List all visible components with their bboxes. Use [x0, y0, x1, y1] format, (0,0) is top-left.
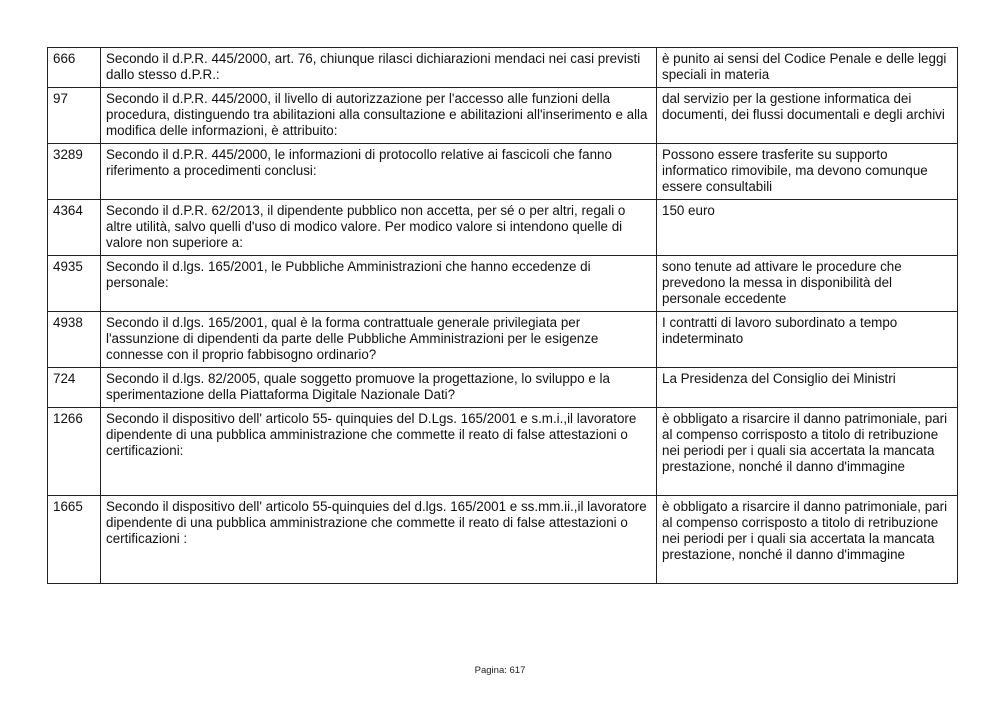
question-text: Secondo il dispositivo dell' articolo 55- quinquies del D.Lgs. 165/2001 e s.m.i.,il lavoratore dipendente di una pubblica amministrazione che commette il reato di false attestazioni o certificazioni:: [101, 408, 657, 496]
question-id: 1266: [48, 408, 101, 496]
questions-table: [47, 47, 958, 584]
page-number: Pagina: 617: [474, 665, 526, 676]
table-row: [48, 144, 958, 200]
table-row: [48, 256, 958, 312]
answer-text: 150 euro: [657, 200, 958, 256]
table-row: [48, 368, 958, 408]
question-text: Secondo il d.P.R. 445/2000, art. 76, chiunque rilasci dichiarazioni mendaci nei casi previsti dallo stesso d.P.R.:: [101, 48, 657, 88]
question-id: 4938: [48, 312, 101, 368]
table-row: [48, 88, 958, 144]
question-id: 3289: [48, 144, 101, 200]
question-id: 4935: [48, 256, 101, 312]
answer-text: dal servizio per la gestione informatica dei documenti, dei flussi documentali e degli archivi: [657, 88, 958, 144]
answer-text: è punito ai sensi del Codice Penale e delle leggi speciali in materia: [657, 48, 958, 88]
question-text: Secondo il d.P.R. 445/2000, le informazioni di protocollo relative ai fascicoli che fanno riferimento a procedimenti conclusi:: [101, 144, 657, 200]
answer-text: sono tenute ad attivare le procedure che prevedono la messa in disponibilità del personale eccedente: [657, 256, 958, 312]
question-id: 666: [48, 48, 101, 88]
question-text: Secondo il d.lgs. 165/2001, qual è la forma contrattuale generale privilegiata per l'assunzione di dipendenti da parte delle Pubbliche Amministrazioni per le esigenze connesse con il proprio fabbisogno ordinario?: [101, 312, 657, 368]
answer-text: I contratti di lavoro subordinato a tempo indeterminato: [657, 312, 958, 368]
question-text: Secondo il d.lgs. 165/2001, le Pubbliche Amministrazioni che hanno eccedenze di personale:: [101, 256, 657, 312]
question-text: Secondo il d.P.R. 445/2000, il livello di autorizzazione per l'accesso alle funzioni della procedura, distinguendo tra abilitazioni alla consultazione e abilitazioni all'inserimento e alla modifica delle informazioni, è attribuito:: [101, 88, 657, 144]
question-id: 724: [48, 368, 101, 408]
table-row: [48, 408, 958, 496]
question-id: 4364: [48, 200, 101, 256]
answer-text: è obbligato a risarcire il danno patrimoniale, pari al compenso corrisposto a titolo di retribuzione nei periodi per i quali sia accertata la mancata prestazione, nonché il danno d'immagine: [657, 496, 958, 584]
table-row: [48, 48, 958, 88]
question-id: 1665: [48, 496, 101, 584]
question-text: Secondo il dispositivo dell' articolo 55-quinquies del d.lgs. 165/2001 e ss.mm.ii.,il lavoratore dipendente di una pubblica amministrazione che commette il reato di false attestazioni o certificazioni :: [101, 496, 657, 584]
question-text: Secondo il d.P.R. 62/2013, il dipendente pubblico non accetta, per sé o per altri, regali o altre utilità, salvo quelli d'uso di modico valore. Per modico valore si intendono quelle di valore non superiore a:: [101, 200, 657, 256]
answer-text: è obbligato a risarcire il danno patrimoniale, pari al compenso corrisposto a titolo di retribuzione nei periodi per i quali sia accertata la mancata prestazione, nonché il danno d'immagine: [657, 408, 958, 496]
table-row: [48, 312, 958, 368]
question-id: 97: [48, 88, 101, 144]
table-row: [48, 496, 958, 584]
answer-text: La Presidenza del Consiglio dei Ministri: [657, 368, 958, 408]
table-row: [48, 200, 958, 256]
question-text: Secondo il d.lgs. 82/2005, quale soggetto promuove la progettazione, lo sviluppo e la sperimentazione della Piattaforma Digitale Nazionale Dati?: [101, 368, 657, 408]
answer-text: Possono essere trasferite su supporto informatico rimovibile, ma devono comunque essere consultabili: [657, 144, 958, 200]
